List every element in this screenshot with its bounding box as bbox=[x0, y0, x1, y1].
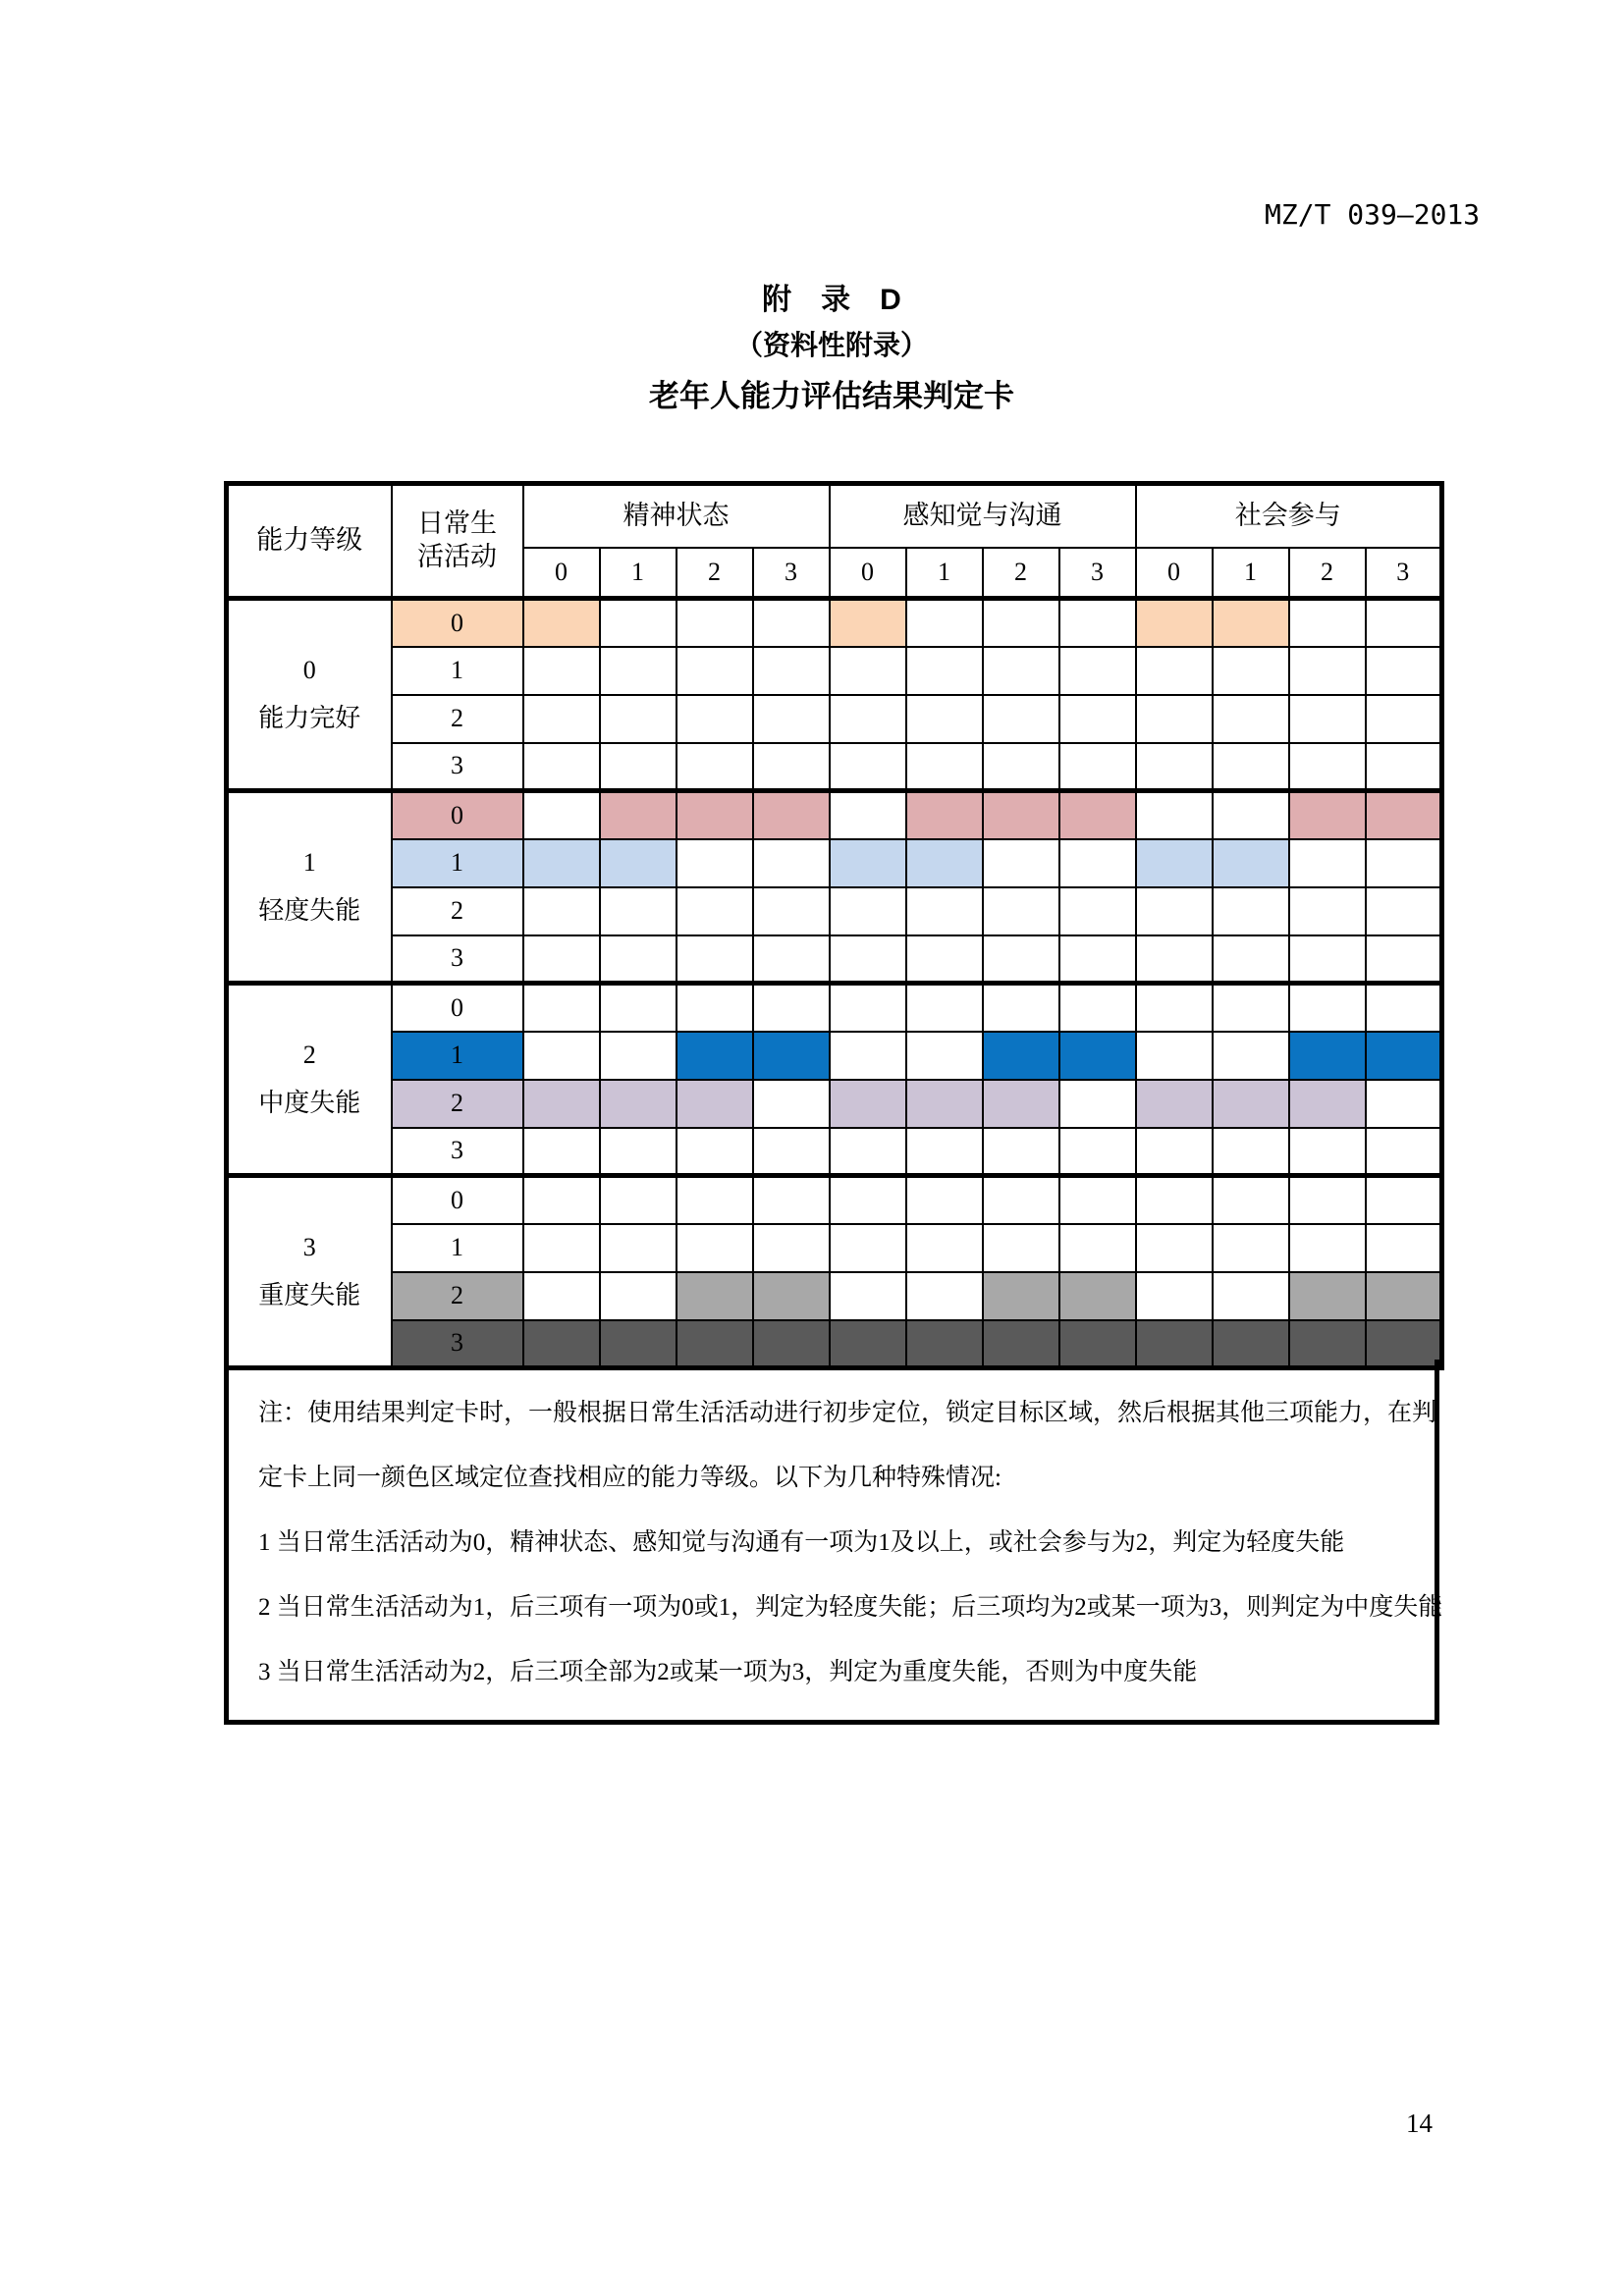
grid-cell bbox=[1059, 1080, 1136, 1128]
grid-cell bbox=[906, 599, 983, 647]
adl-score-cell: 2 bbox=[392, 1080, 523, 1128]
grid-cell bbox=[983, 1176, 1059, 1224]
grid-cell bbox=[906, 1080, 983, 1128]
grid-cell bbox=[1059, 647, 1136, 695]
grid-cell bbox=[753, 1272, 830, 1320]
grid-cell bbox=[1366, 1272, 1442, 1320]
grid-cell bbox=[677, 1080, 753, 1128]
grid-cell bbox=[753, 647, 830, 695]
grid-cell bbox=[523, 935, 600, 984]
grid-cell bbox=[983, 887, 1059, 935]
grid-cell bbox=[600, 1032, 677, 1080]
grid-cell bbox=[523, 1224, 600, 1272]
grid-cell bbox=[677, 1224, 753, 1272]
grid-cell bbox=[1136, 743, 1213, 791]
grid-cell bbox=[1366, 1080, 1442, 1128]
grid-cell bbox=[677, 1032, 753, 1080]
grid-cell bbox=[1213, 1032, 1289, 1080]
grid-cell bbox=[983, 1032, 1059, 1080]
grid-cell bbox=[983, 695, 1059, 743]
level-cell: 2 中度失能 bbox=[227, 984, 392, 1176]
grid-cell bbox=[1366, 1128, 1442, 1176]
level-cell: 1 轻度失能 bbox=[227, 791, 392, 984]
grid-cell bbox=[1213, 1176, 1289, 1224]
grid-cell bbox=[753, 887, 830, 935]
level-cell: 3 重度失能 bbox=[227, 1176, 392, 1368]
grid-cell bbox=[1136, 1128, 1213, 1176]
adl-score-cell: 0 bbox=[392, 1176, 523, 1224]
assessment-card-table bbox=[224, 481, 1444, 1370]
grid-cell bbox=[677, 743, 753, 791]
grid-cell bbox=[600, 599, 677, 647]
grid-cell bbox=[677, 984, 753, 1032]
note-line: 3 当日常生活活动为2，后三项全部为2或某一项为3，判定为重度失能，否则为中度失能 bbox=[258, 1659, 1198, 1685]
header-score: 2 bbox=[983, 548, 1059, 599]
grid-cell bbox=[1136, 647, 1213, 695]
grid-cell bbox=[523, 1080, 600, 1128]
grid-cell bbox=[983, 1128, 1059, 1176]
grid-cell bbox=[1059, 935, 1136, 984]
grid-cell bbox=[600, 1128, 677, 1176]
header-ability-group: 感知觉与沟通 bbox=[830, 484, 1136, 549]
grid-cell bbox=[830, 791, 906, 839]
grid-cell bbox=[1366, 743, 1442, 791]
grid-cell bbox=[753, 743, 830, 791]
grid-cell bbox=[600, 1176, 677, 1224]
adl-score-cell: 3 bbox=[392, 1320, 523, 1368]
header-score: 2 bbox=[677, 548, 753, 599]
grid-cell bbox=[1059, 695, 1136, 743]
grid-cell bbox=[830, 887, 906, 935]
grid-cell bbox=[753, 1176, 830, 1224]
standard-number: MZ/T 039—2013 bbox=[1265, 198, 1481, 231]
grid-cell bbox=[1366, 647, 1442, 695]
grid-cell bbox=[753, 1032, 830, 1080]
grid-cell bbox=[753, 791, 830, 839]
grid-cell bbox=[1059, 599, 1136, 647]
grid-cell bbox=[600, 839, 677, 887]
grid-cell bbox=[677, 1272, 753, 1320]
grid-cell bbox=[830, 984, 906, 1032]
grid-cell bbox=[1366, 887, 1442, 935]
adl-score-cell: 3 bbox=[392, 935, 523, 984]
grid-cell bbox=[830, 1128, 906, 1176]
grid-cell bbox=[906, 695, 983, 743]
adl-score-cell: 0 bbox=[392, 984, 523, 1032]
appendix-title: 附 录 D bbox=[762, 284, 901, 316]
grid-cell bbox=[1289, 1128, 1366, 1176]
adl-score-cell: 2 bbox=[392, 695, 523, 743]
level-cell: 0 能力完好 bbox=[227, 599, 392, 791]
adl-score-cell: 1 bbox=[392, 839, 523, 887]
adl-score-cell: 0 bbox=[392, 599, 523, 647]
grid-cell bbox=[830, 599, 906, 647]
grid-cell bbox=[1136, 1176, 1213, 1224]
grid-cell bbox=[1213, 599, 1289, 647]
grid-cell bbox=[523, 791, 600, 839]
grid-cell bbox=[523, 647, 600, 695]
grid-cell bbox=[983, 647, 1059, 695]
grid-cell bbox=[830, 695, 906, 743]
adl-score-cell: 1 bbox=[392, 647, 523, 695]
header-score: 0 bbox=[523, 548, 600, 599]
grid-cell bbox=[1289, 599, 1366, 647]
grid-cell bbox=[830, 1224, 906, 1272]
grid-cell bbox=[983, 1080, 1059, 1128]
grid-cell bbox=[600, 791, 677, 839]
grid-cell bbox=[600, 1272, 677, 1320]
grid-cell bbox=[1213, 839, 1289, 887]
grid-cell bbox=[1289, 984, 1366, 1032]
grid-cell bbox=[906, 1176, 983, 1224]
grid-cell bbox=[523, 839, 600, 887]
grid-cell bbox=[1289, 1080, 1366, 1128]
table-body bbox=[227, 599, 1442, 1368]
grid-cell bbox=[830, 743, 906, 791]
grid-cell bbox=[523, 743, 600, 791]
grid-cell bbox=[1059, 1176, 1136, 1224]
grid-cell bbox=[830, 935, 906, 984]
grid-cell bbox=[906, 984, 983, 1032]
grid-cell bbox=[1213, 791, 1289, 839]
grid-cell bbox=[1059, 887, 1136, 935]
grid-cell bbox=[1289, 839, 1366, 887]
grid-cell bbox=[600, 935, 677, 984]
grid-cell bbox=[677, 1128, 753, 1176]
grid-cell bbox=[1059, 1128, 1136, 1176]
grid-cell bbox=[830, 1080, 906, 1128]
grid-cell bbox=[830, 1032, 906, 1080]
adl-score-cell: 1 bbox=[392, 1224, 523, 1272]
header-score: 0 bbox=[830, 548, 906, 599]
grid-cell bbox=[1289, 1224, 1366, 1272]
grid-cell bbox=[1059, 1224, 1136, 1272]
grid-cell bbox=[523, 984, 600, 1032]
grid-cell bbox=[1213, 1224, 1289, 1272]
grid-cell bbox=[906, 647, 983, 695]
grid-cell bbox=[600, 984, 677, 1032]
header-ability-group: 社会参与 bbox=[1136, 484, 1442, 549]
grid-cell bbox=[1213, 647, 1289, 695]
grid-cell bbox=[523, 1176, 600, 1224]
grid-cell bbox=[1059, 839, 1136, 887]
grid-cell bbox=[523, 599, 600, 647]
grid-cell bbox=[677, 839, 753, 887]
grid-cell bbox=[1366, 1176, 1442, 1224]
grid-cell bbox=[1289, 935, 1366, 984]
notes-box bbox=[224, 1360, 1443, 1725]
adl-score-cell: 0 bbox=[392, 791, 523, 839]
header-score: 3 bbox=[1059, 548, 1136, 599]
adl-score-cell: 3 bbox=[392, 1128, 523, 1176]
grid-cell bbox=[523, 1032, 600, 1080]
grid-cell bbox=[1136, 1032, 1213, 1080]
grid-cell bbox=[753, 599, 830, 647]
card-title: 老年人能力评估结果判定卡 bbox=[649, 379, 1014, 413]
grid-cell bbox=[1366, 1032, 1442, 1080]
grid-cell bbox=[1136, 695, 1213, 743]
grid-cell bbox=[677, 599, 753, 647]
note-line: 定卡上同一颜色区域定位查找相应的能力等级。以下为几种特殊情况: bbox=[258, 1465, 1001, 1491]
grid-cell bbox=[983, 791, 1059, 839]
grid-cell bbox=[1289, 791, 1366, 839]
grid-cell bbox=[983, 1272, 1059, 1320]
grid-cell bbox=[1289, 695, 1366, 743]
header-score: 3 bbox=[753, 548, 830, 599]
grid-cell bbox=[1213, 1080, 1289, 1128]
grid-cell bbox=[1136, 1224, 1213, 1272]
grid-cell bbox=[1289, 1032, 1366, 1080]
grid-cell bbox=[1213, 1128, 1289, 1176]
header-score: 1 bbox=[1213, 548, 1289, 599]
grid-cell bbox=[1136, 1080, 1213, 1128]
adl-score-cell: 3 bbox=[392, 743, 523, 791]
grid-cell bbox=[1366, 1224, 1442, 1272]
grid-cell bbox=[753, 984, 830, 1032]
grid-cell bbox=[906, 935, 983, 984]
header-score: 3 bbox=[1366, 548, 1442, 599]
grid-cell bbox=[1366, 599, 1442, 647]
header-ability-group: 精神状态 bbox=[523, 484, 830, 549]
table-header bbox=[227, 484, 1442, 599]
grid-cell bbox=[1289, 1272, 1366, 1320]
grid-cell bbox=[830, 1176, 906, 1224]
grid-cell bbox=[983, 935, 1059, 984]
grid-cell bbox=[1213, 887, 1289, 935]
grid-cell bbox=[906, 1128, 983, 1176]
grid-cell bbox=[1366, 791, 1442, 839]
grid-cell bbox=[983, 839, 1059, 887]
grid-cell bbox=[906, 1032, 983, 1080]
note-line: 1 当日常生活活动为0，精神状态、感知觉与沟通有一项为1及以上，或社会参与为2，判定为轻度失能 bbox=[258, 1529, 1345, 1556]
grid-cell bbox=[906, 743, 983, 791]
grid-cell bbox=[1213, 695, 1289, 743]
header-score: 0 bbox=[1136, 548, 1213, 599]
grid-cell bbox=[753, 1224, 830, 1272]
grid-cell bbox=[906, 887, 983, 935]
grid-cell bbox=[1136, 887, 1213, 935]
grid-cell bbox=[1136, 1272, 1213, 1320]
grid-cell bbox=[753, 1128, 830, 1176]
grid-cell bbox=[983, 599, 1059, 647]
grid-cell bbox=[1289, 1176, 1366, 1224]
grid-cell bbox=[1289, 887, 1366, 935]
header-daily-activities: 日常生 活活动 bbox=[392, 484, 523, 599]
grid-cell bbox=[677, 695, 753, 743]
grid-cell bbox=[983, 743, 1059, 791]
note-line: 注：使用结果判定卡时，一般根据日常生活活动进行初步定位，锁定目标区域，然后根据其他三项能力，在判 bbox=[258, 1400, 1437, 1426]
grid-cell bbox=[906, 839, 983, 887]
grid-cell bbox=[677, 791, 753, 839]
grid-cell bbox=[677, 647, 753, 695]
grid-cell bbox=[677, 1176, 753, 1224]
grid-cell bbox=[1136, 935, 1213, 984]
appendix-type-subtitle: （资料性附录） bbox=[734, 330, 928, 360]
grid-cell bbox=[1213, 935, 1289, 984]
grid-cell bbox=[753, 839, 830, 887]
grid-cell bbox=[1289, 647, 1366, 695]
grid-cell bbox=[1059, 791, 1136, 839]
grid-cell bbox=[523, 1272, 600, 1320]
grid-cell bbox=[830, 1272, 906, 1320]
grid-cell bbox=[1059, 743, 1136, 791]
note-line: 2 当日常生活活动为1，后三项有一项为0或1，判定为轻度失能；后三项均为2或某一项为3，则判定为中度失能 bbox=[258, 1594, 1443, 1621]
grid-cell bbox=[1059, 1032, 1136, 1080]
page-number: 14 bbox=[1406, 2109, 1433, 2138]
grid-cell bbox=[1213, 1272, 1289, 1320]
grid-cell bbox=[983, 984, 1059, 1032]
grid-cell bbox=[600, 743, 677, 791]
grid-cell bbox=[1136, 984, 1213, 1032]
grid-cell bbox=[906, 1272, 983, 1320]
grid-cell bbox=[523, 695, 600, 743]
adl-score-cell: 1 bbox=[392, 1032, 523, 1080]
grid-cell bbox=[677, 935, 753, 984]
adl-score-cell: 2 bbox=[392, 887, 523, 935]
header-score: 2 bbox=[1289, 548, 1366, 599]
grid-cell bbox=[1289, 743, 1366, 791]
header-score: 1 bbox=[600, 548, 677, 599]
grid-cell bbox=[1059, 1272, 1136, 1320]
grid-cell bbox=[983, 1224, 1059, 1272]
grid-cell bbox=[600, 1224, 677, 1272]
grid-cell bbox=[600, 647, 677, 695]
grid-cell bbox=[1366, 984, 1442, 1032]
grid-cell bbox=[1136, 791, 1213, 839]
grid-cell bbox=[1213, 743, 1289, 791]
grid-cell bbox=[523, 887, 600, 935]
grid-cell bbox=[753, 935, 830, 984]
grid-cell bbox=[753, 1080, 830, 1128]
grid-cell bbox=[523, 1128, 600, 1176]
grid-cell bbox=[906, 791, 983, 839]
grid-cell bbox=[1059, 984, 1136, 1032]
grid-cell bbox=[830, 839, 906, 887]
grid-cell bbox=[1366, 935, 1442, 984]
grid-cell bbox=[1366, 695, 1442, 743]
grid-cell bbox=[600, 887, 677, 935]
grid-cell bbox=[1136, 839, 1213, 887]
grid-cell bbox=[600, 695, 677, 743]
adl-score-cell: 2 bbox=[392, 1272, 523, 1320]
grid-cell bbox=[753, 695, 830, 743]
grid-cell bbox=[830, 647, 906, 695]
header-capability-level: 能力等级 bbox=[227, 484, 392, 599]
grid-cell bbox=[1213, 984, 1289, 1032]
grid-cell bbox=[906, 1224, 983, 1272]
grid-cell bbox=[677, 887, 753, 935]
grid-cell bbox=[1136, 599, 1213, 647]
header-score: 1 bbox=[906, 548, 983, 599]
grid-cell bbox=[600, 1080, 677, 1128]
grid-cell bbox=[1366, 839, 1442, 887]
